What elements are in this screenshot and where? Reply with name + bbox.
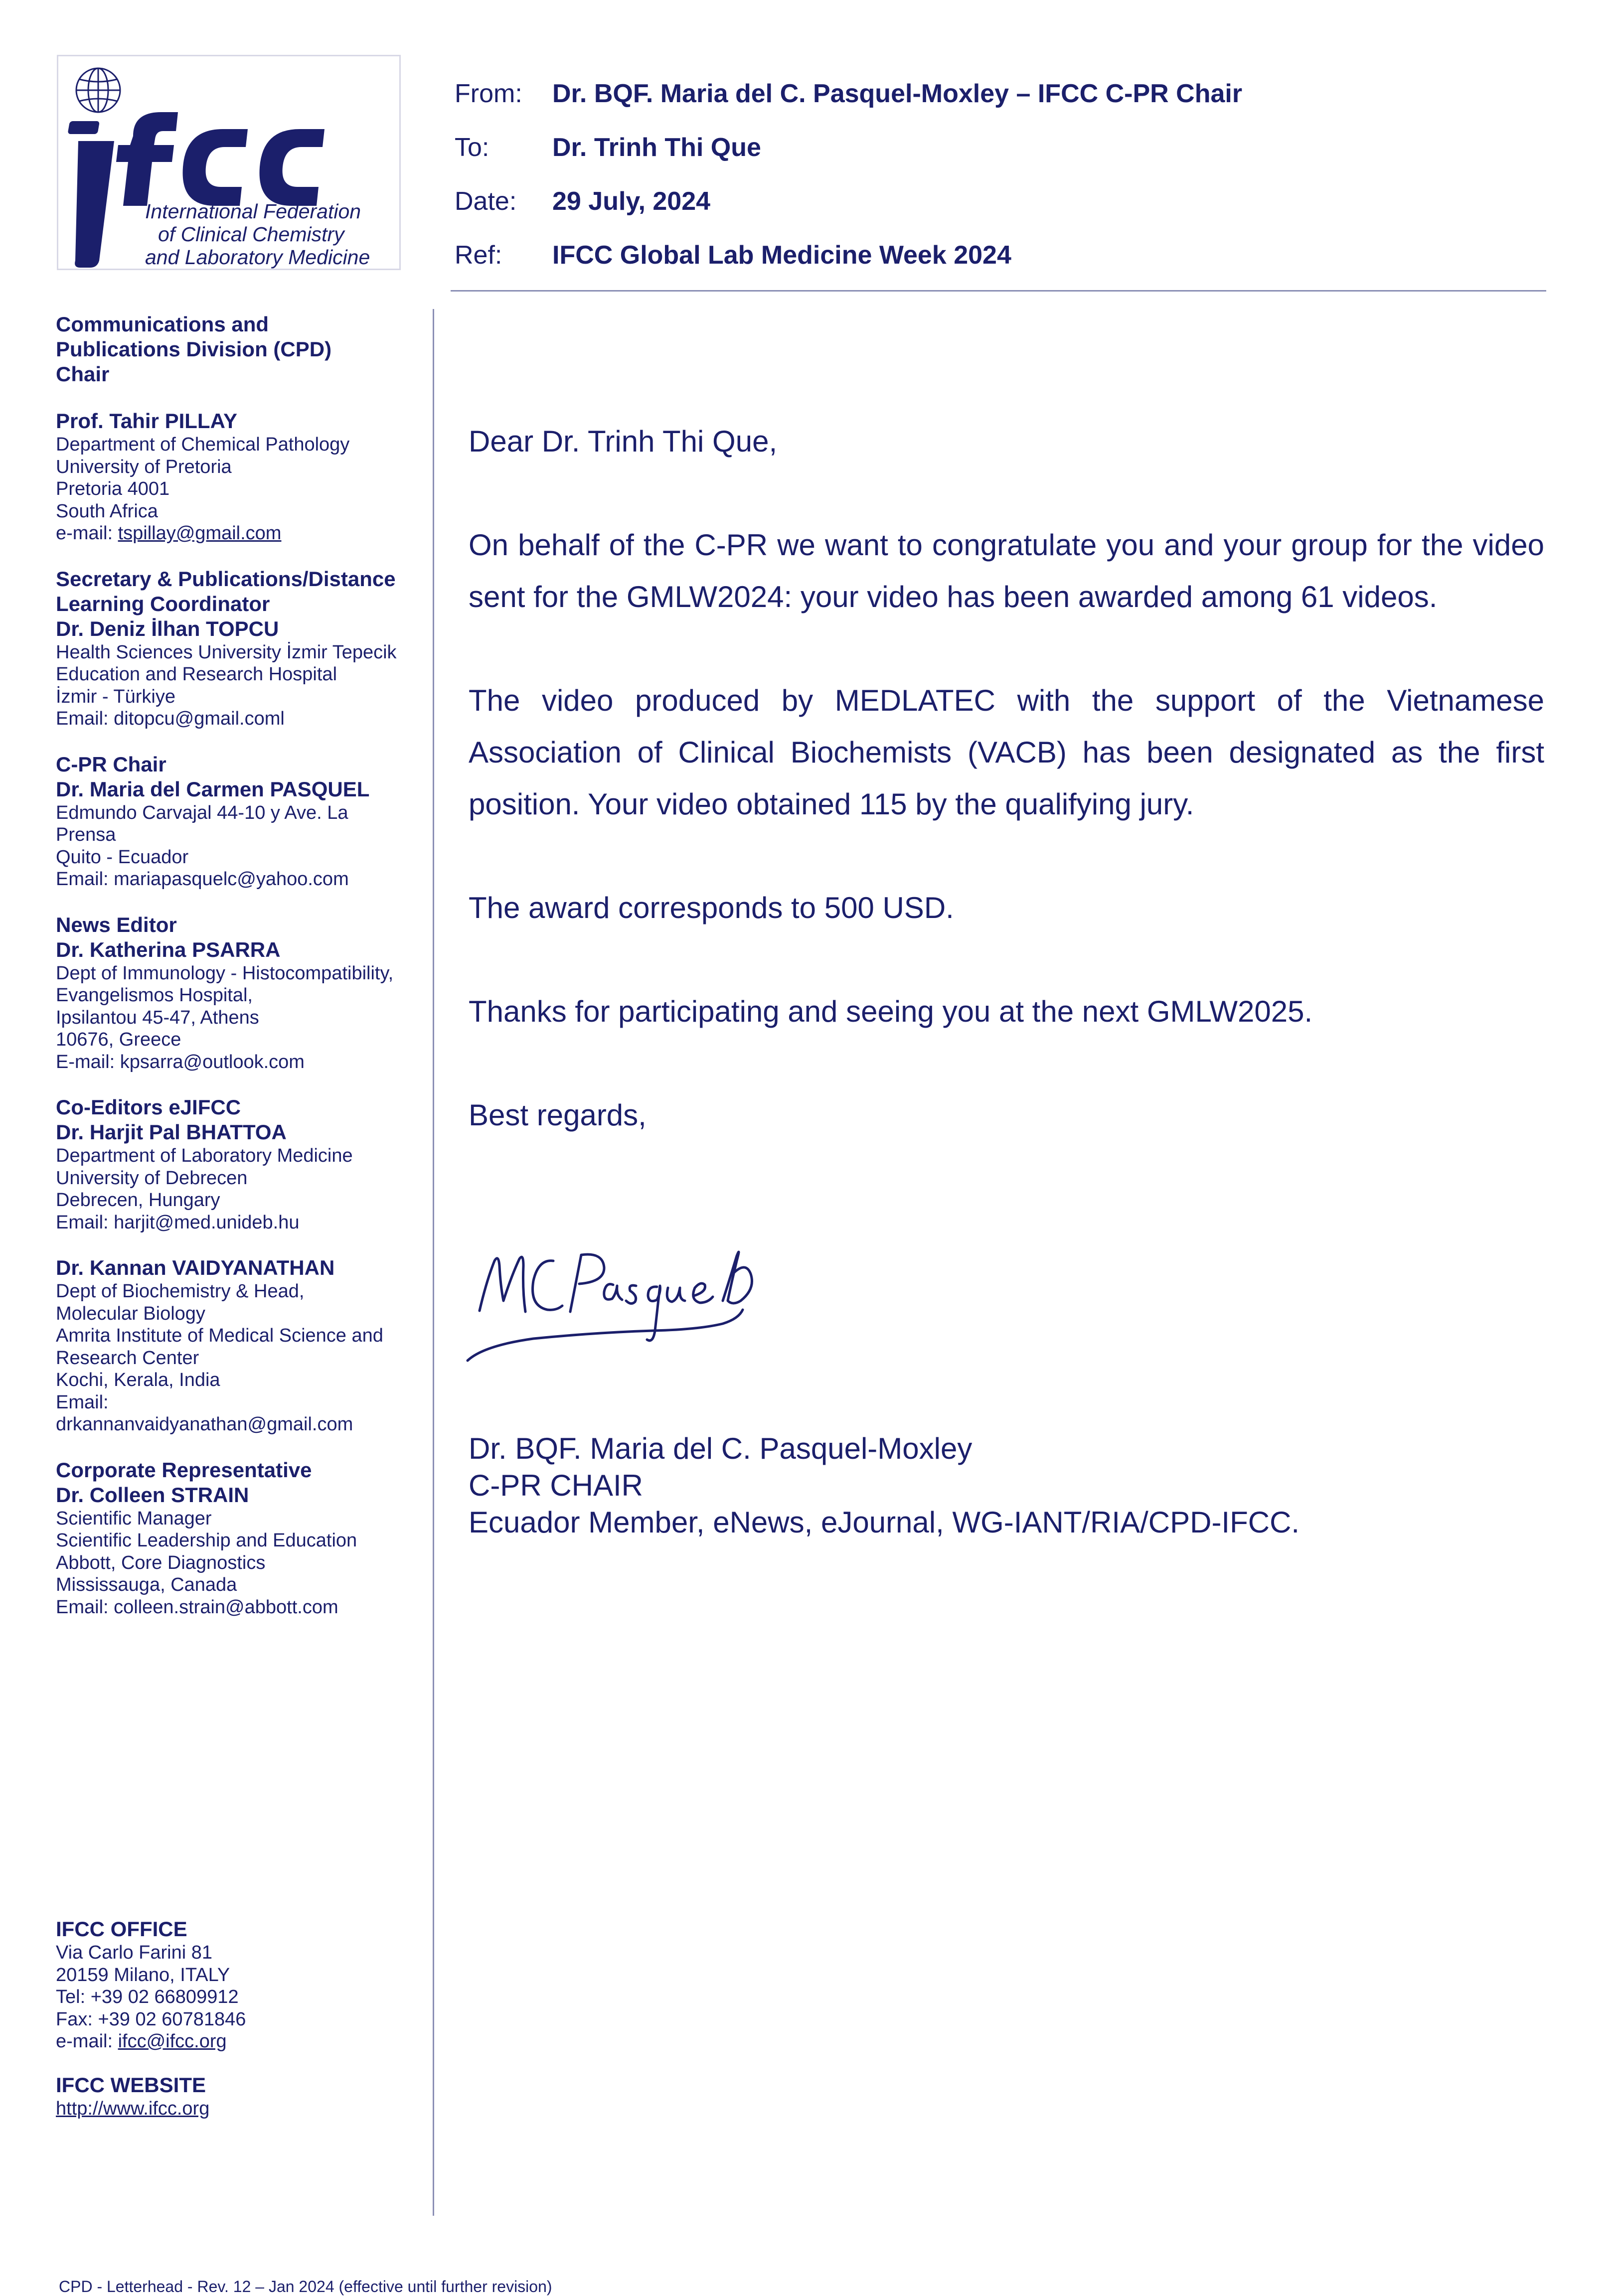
sidebar-pillay <box>56 409 425 545</box>
sidebar-line: South Africa <box>56 500 158 522</box>
ifcc-office <box>56 1917 425 2140</box>
sidebar-person-name: Dr. Katherina PSARRA <box>56 937 281 961</box>
sidebar-person-name: Dr. Maria del Carmen PASQUEL <box>56 777 370 801</box>
sidebar-line: University of Debrecen <box>56 1167 248 1189</box>
sidebar-heading: News Editor <box>56 913 177 936</box>
closing: Best regards, <box>469 1098 647 1132</box>
sidebar-line: University of Pretoria <box>56 456 232 477</box>
header-from-row <box>455 67 1242 121</box>
sidebar-person-name: Dr. Deniz İlhan TOPCU <box>56 616 279 640</box>
email-prefix: e-mail: <box>56 2031 118 2052</box>
signature-drawing <box>464 1226 783 1376</box>
ref-value: IFCC Global Lab Medicine Week 2024 <box>552 241 1011 270</box>
logo-line: International Federation <box>145 200 361 223</box>
handwritten-signature <box>464 1226 783 1378</box>
logo-line: and Laboratory Medicine <box>145 246 370 269</box>
ref-label: Ref: <box>455 241 502 270</box>
header-ref-row <box>455 228 1242 282</box>
to-label: To: <box>455 133 489 162</box>
office-line: Fax: +39 02 60781846 <box>56 2008 246 2030</box>
sidebar-line: Department of Laboratory Medicine <box>56 1145 353 1166</box>
sidebar-line: Debrecen, Hungary <box>56 1190 220 1211</box>
sidebar-strain <box>56 1458 425 1619</box>
sidebar-divider <box>433 309 434 2216</box>
email-prefix: e-mail: <box>56 523 118 544</box>
signer-name: Dr. BQF. Maria del C. Pasquel-Moxley <box>469 1432 973 1465</box>
sidebar-line: Abbott, Core Diagnostics <box>56 1552 266 1573</box>
signer-affiliation: Ecuador Member, eNews, eJournal, WG-IANT/RIA/CPD-IFCC. <box>469 1506 1300 1539</box>
sidebar-cpd-chair <box>56 312 425 387</box>
sidebar-line: Amrita Institute of Medical Science and <box>56 1325 383 1346</box>
to-value: Dr. Trinh Thi Que <box>552 133 761 162</box>
sidebar-line: Pretoria 4001 <box>56 478 170 499</box>
sidebar-line: 10676, Greece <box>56 1029 181 1050</box>
office-line: Tel: +39 02 66809912 <box>56 1987 239 2007</box>
header-divider <box>451 290 1546 292</box>
sidebar-line: Research Center <box>56 1347 199 1369</box>
sidebar-psarra <box>56 913 425 1073</box>
sidebar-line: Scientific Manager <box>56 1508 212 1529</box>
sidebar-email-line <box>56 1051 425 1073</box>
office-heading: IFCC OFFICE <box>56 1917 187 1941</box>
email-link[interactable]: kpsarra@outlook.com <box>120 1051 305 1072</box>
sidebar-line: Mississauga, Canada <box>56 1574 237 1595</box>
sidebar-person-name: Dr. Kannan VAIDYANATHAN <box>56 1256 335 1279</box>
sidebar-line: Education and Research Hospital <box>56 664 337 685</box>
sidebar-line: Department of Chemical Pathology <box>56 434 350 455</box>
header-date-row <box>455 174 1242 228</box>
sidebar-line: Email: colleen.strain@abbott.com <box>56 1596 338 1618</box>
sidebar-heading: Corporate Representative <box>56 1458 312 1482</box>
sidebar-line: Edmundo Carvajal 44-10 y Ave. La <box>56 802 348 823</box>
sidebar-heading: Publications Division (CPD) <box>56 337 332 361</box>
sidebar-person-name: Dr. Harjit Pal BHATTOA <box>56 1120 287 1144</box>
email-prefix: E-mail: <box>56 1051 120 1072</box>
sidebar-line: Prensa <box>56 824 116 845</box>
sidebar-line: Molecular Biology <box>56 1303 205 1324</box>
sidebar-line: İzmir - Türkiye <box>56 686 175 707</box>
letter-header <box>455 67 1242 282</box>
from-label: From: <box>455 79 522 108</box>
ifcc-logo-text <box>145 200 404 269</box>
office-website <box>56 2073 425 2120</box>
paragraph: Thanks for participating and seeing you at the next GMLW2025. <box>469 995 1313 1028</box>
sidebar-line: Scientific Leadership and Education <box>56 1530 357 1551</box>
email-link[interactable]: tspillay@gmail.com <box>118 523 282 544</box>
sidebar-topcu <box>56 567 425 730</box>
sidebar-line: drkannanvaidyanathan@gmail.com <box>56 1414 353 1435</box>
sidebar <box>56 312 425 1640</box>
office-email-line <box>56 2030 425 2053</box>
paragraph: The award corresponds to 500 USD. <box>469 891 954 924</box>
office-line: Via Carlo Farini 81 <box>56 1942 213 1963</box>
sidebar-vaidyanathan <box>56 1255 425 1436</box>
paragraph: The video produced by MEDLATEC with the support of the Vietnamese Association of Clinical Biochemists (VACB) has been designated as the first position. Your video obtained 115 by the qualifying jury. <box>469 684 1544 821</box>
signer-title: C-PR CHAIR <box>469 1469 644 1502</box>
sidebar-heading: C-PR Chair <box>56 752 166 776</box>
office-email-link[interactable]: ifcc@ifcc.org <box>118 2031 227 2052</box>
office-address <box>56 1917 425 2053</box>
sidebar-line: Email: <box>56 1391 109 1413</box>
sidebar-person-name: Prof. Tahir PILLAY <box>56 409 238 433</box>
sidebar-line: Dept of Immunology - Histocompatibility, <box>56 962 394 984</box>
paragraph: On behalf of the C-PR we want to congratulate you and your group for the video sent for the GMLW2024: your video has been awarded among 61 videos. <box>469 528 1544 613</box>
sidebar-heading: Learning Coordinator <box>56 592 270 615</box>
sidebar-bhattoa <box>56 1095 425 1233</box>
sidebar-line: Evangelismos Hospital, <box>56 985 253 1006</box>
sidebar-line: Kochi, Kerala, India <box>56 1370 220 1390</box>
sidebar-email-line <box>56 522 425 545</box>
sidebar-line: Health Sciences University İzmir Tepecik <box>56 641 397 663</box>
website-heading: IFCC WEBSITE <box>56 2073 206 2097</box>
sidebar-line: Email: mariapasquelc@yahoo.com <box>56 869 349 890</box>
logo-line: of Clinical Chemistry <box>158 223 344 246</box>
salutation: Dear Dr. Trinh Thi Que, <box>469 425 778 458</box>
website-link[interactable]: http://www.ifcc.org <box>56 2098 210 2119</box>
from-value: Dr. BQF. Maria del C. Pasquel-Moxley – IFCC C-PR Chair <box>552 79 1243 108</box>
sidebar-heading: Chair <box>56 362 110 386</box>
letterhead-revision-note: CPD - Letterhead - Rev. 12 – Jan 2024 (effective until further revision) <box>59 2278 552 2296</box>
sidebar-line: Email: harjit@med.unideb.hu <box>56 1212 300 1233</box>
letter-body <box>469 416 1544 1141</box>
date-label: Date: <box>455 187 517 216</box>
sidebar-line: Quito - Ecuador <box>56 846 189 868</box>
ifcc-logo <box>57 55 401 270</box>
header-to-row <box>455 121 1242 174</box>
sidebar-heading: Secretary & Publications/Distance <box>56 567 396 591</box>
date-value: 29 July, 2024 <box>552 187 711 216</box>
office-line: 20159 Milano, ITALY <box>56 1964 230 1986</box>
sidebar-line: Dept of Biochemistry & Head, <box>56 1281 305 1302</box>
sidebar-heading: Communications and <box>56 312 269 336</box>
sidebar-person-name: Dr. Colleen STRAIN <box>56 1483 249 1507</box>
sidebar-heading: Co-Editors eJIFCC <box>56 1095 241 1119</box>
sign-off <box>469 1430 1565 1541</box>
sidebar-line: Ipsilantou 45-47, Athens <box>56 1007 259 1028</box>
globe-icon <box>76 68 120 112</box>
sidebar-pasquel <box>56 752 425 891</box>
sidebar-line: Email: ditopcu@gmail.coml <box>56 708 285 729</box>
